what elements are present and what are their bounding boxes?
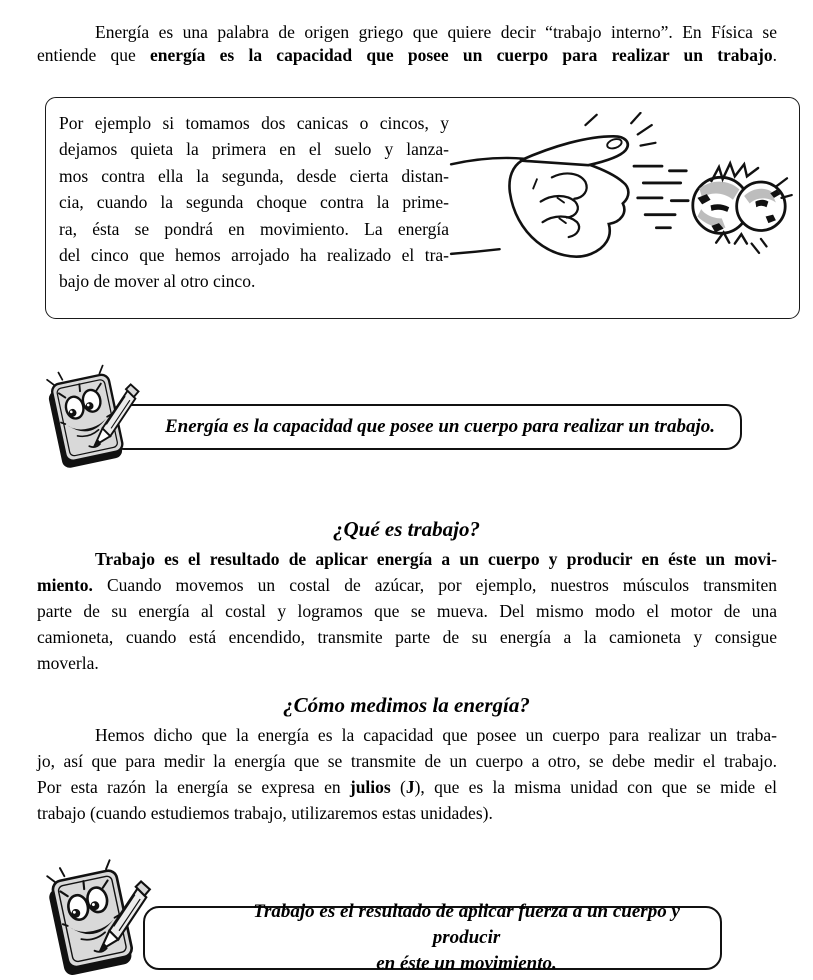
text-line: moverla. <box>37 653 99 673</box>
key-idea-text-trabajo-line1: Trabajo es el resultado de aplicar fuerza a un cuerpo y producir <box>253 901 680 948</box>
notebook-mascot-icon <box>46 856 156 980</box>
text-line: cia, cuando la segunda choque contra la prime- <box>59 192 449 213</box>
key-idea-box-trabajo <box>143 901 722 974</box>
key-idea-text-trabajo-line2: en éste un movimiento. <box>376 953 557 974</box>
trabajo-paragraph <box>37 546 777 676</box>
text-line: Por ejemplo si tomamos dos canicas o cincos, y <box>59 113 449 133</box>
hand-flicking-marbles-illustration <box>445 112 795 308</box>
example-paragraph <box>59 110 449 295</box>
medimos-paragraph <box>37 722 777 826</box>
text-line: entiende que energía es la capacidad que posee un cuerpo para realizar un trabajo. <box>37 45 777 65</box>
text-line: Hemos dicho que la energía es la capacidad que posee un cuerpo para realizar un traba- <box>95 725 777 745</box>
text-line: del cinco que hemos arrojado ha realizado el tra- <box>59 245 449 266</box>
example-box <box>45 97 800 319</box>
key-idea-box-energy <box>108 404 742 450</box>
text-line: camioneta, cuando está encendido, transmite parte de su energía a la camioneta y consigue <box>37 627 777 647</box>
text-line: Energía es una palabra de origen griego que quiere decir “trabajo interno”. En Física se <box>95 22 777 42</box>
text-line: bajo de mover al otro cinco. <box>59 271 256 292</box>
text-line: jo, así que para medir la energía que se transmite de un cuerpo a otro, se debe medir el trabajo. <box>37 751 777 771</box>
text-line: miento. Cuando movemos un costal de azúcar, por ejemplo, nuestros músculos transmiten <box>37 575 777 595</box>
section-heading-medimos: ¿Cómo medimos la energía? <box>283 693 530 717</box>
text-line: dejamos quieta la primera en el suelo y lanza- <box>59 139 449 160</box>
text-line: ra, ésta se pondrá en movimiento. La energía <box>59 218 449 239</box>
text-line: parte de su energía al costal y logramos que se mueva. Del mismo modo el motor de una <box>37 601 777 621</box>
section-heading-trabajo: ¿Qué es trabajo? <box>333 517 480 541</box>
text-line: Trabajo es el resultado de aplicar energía a un cuerpo y producir en éste un movi- <box>95 549 777 569</box>
key-idea-text-energy: Energía es la capacidad que posee un cuerpo para realizar un trabajo. <box>165 416 715 437</box>
intro-paragraph <box>37 21 777 67</box>
notebook-mascot-icon <box>46 362 144 472</box>
text-line: trabajo (cuando estudiemos trabajo, utilizaremos estas unidades). <box>37 803 493 823</box>
text-line: mos contra ella la segunda, desde cierta distan- <box>59 165 449 186</box>
text-line: Por esta razón la energía se expresa en julios (J), que es la misma unidad con que se mide el <box>37 777 777 797</box>
